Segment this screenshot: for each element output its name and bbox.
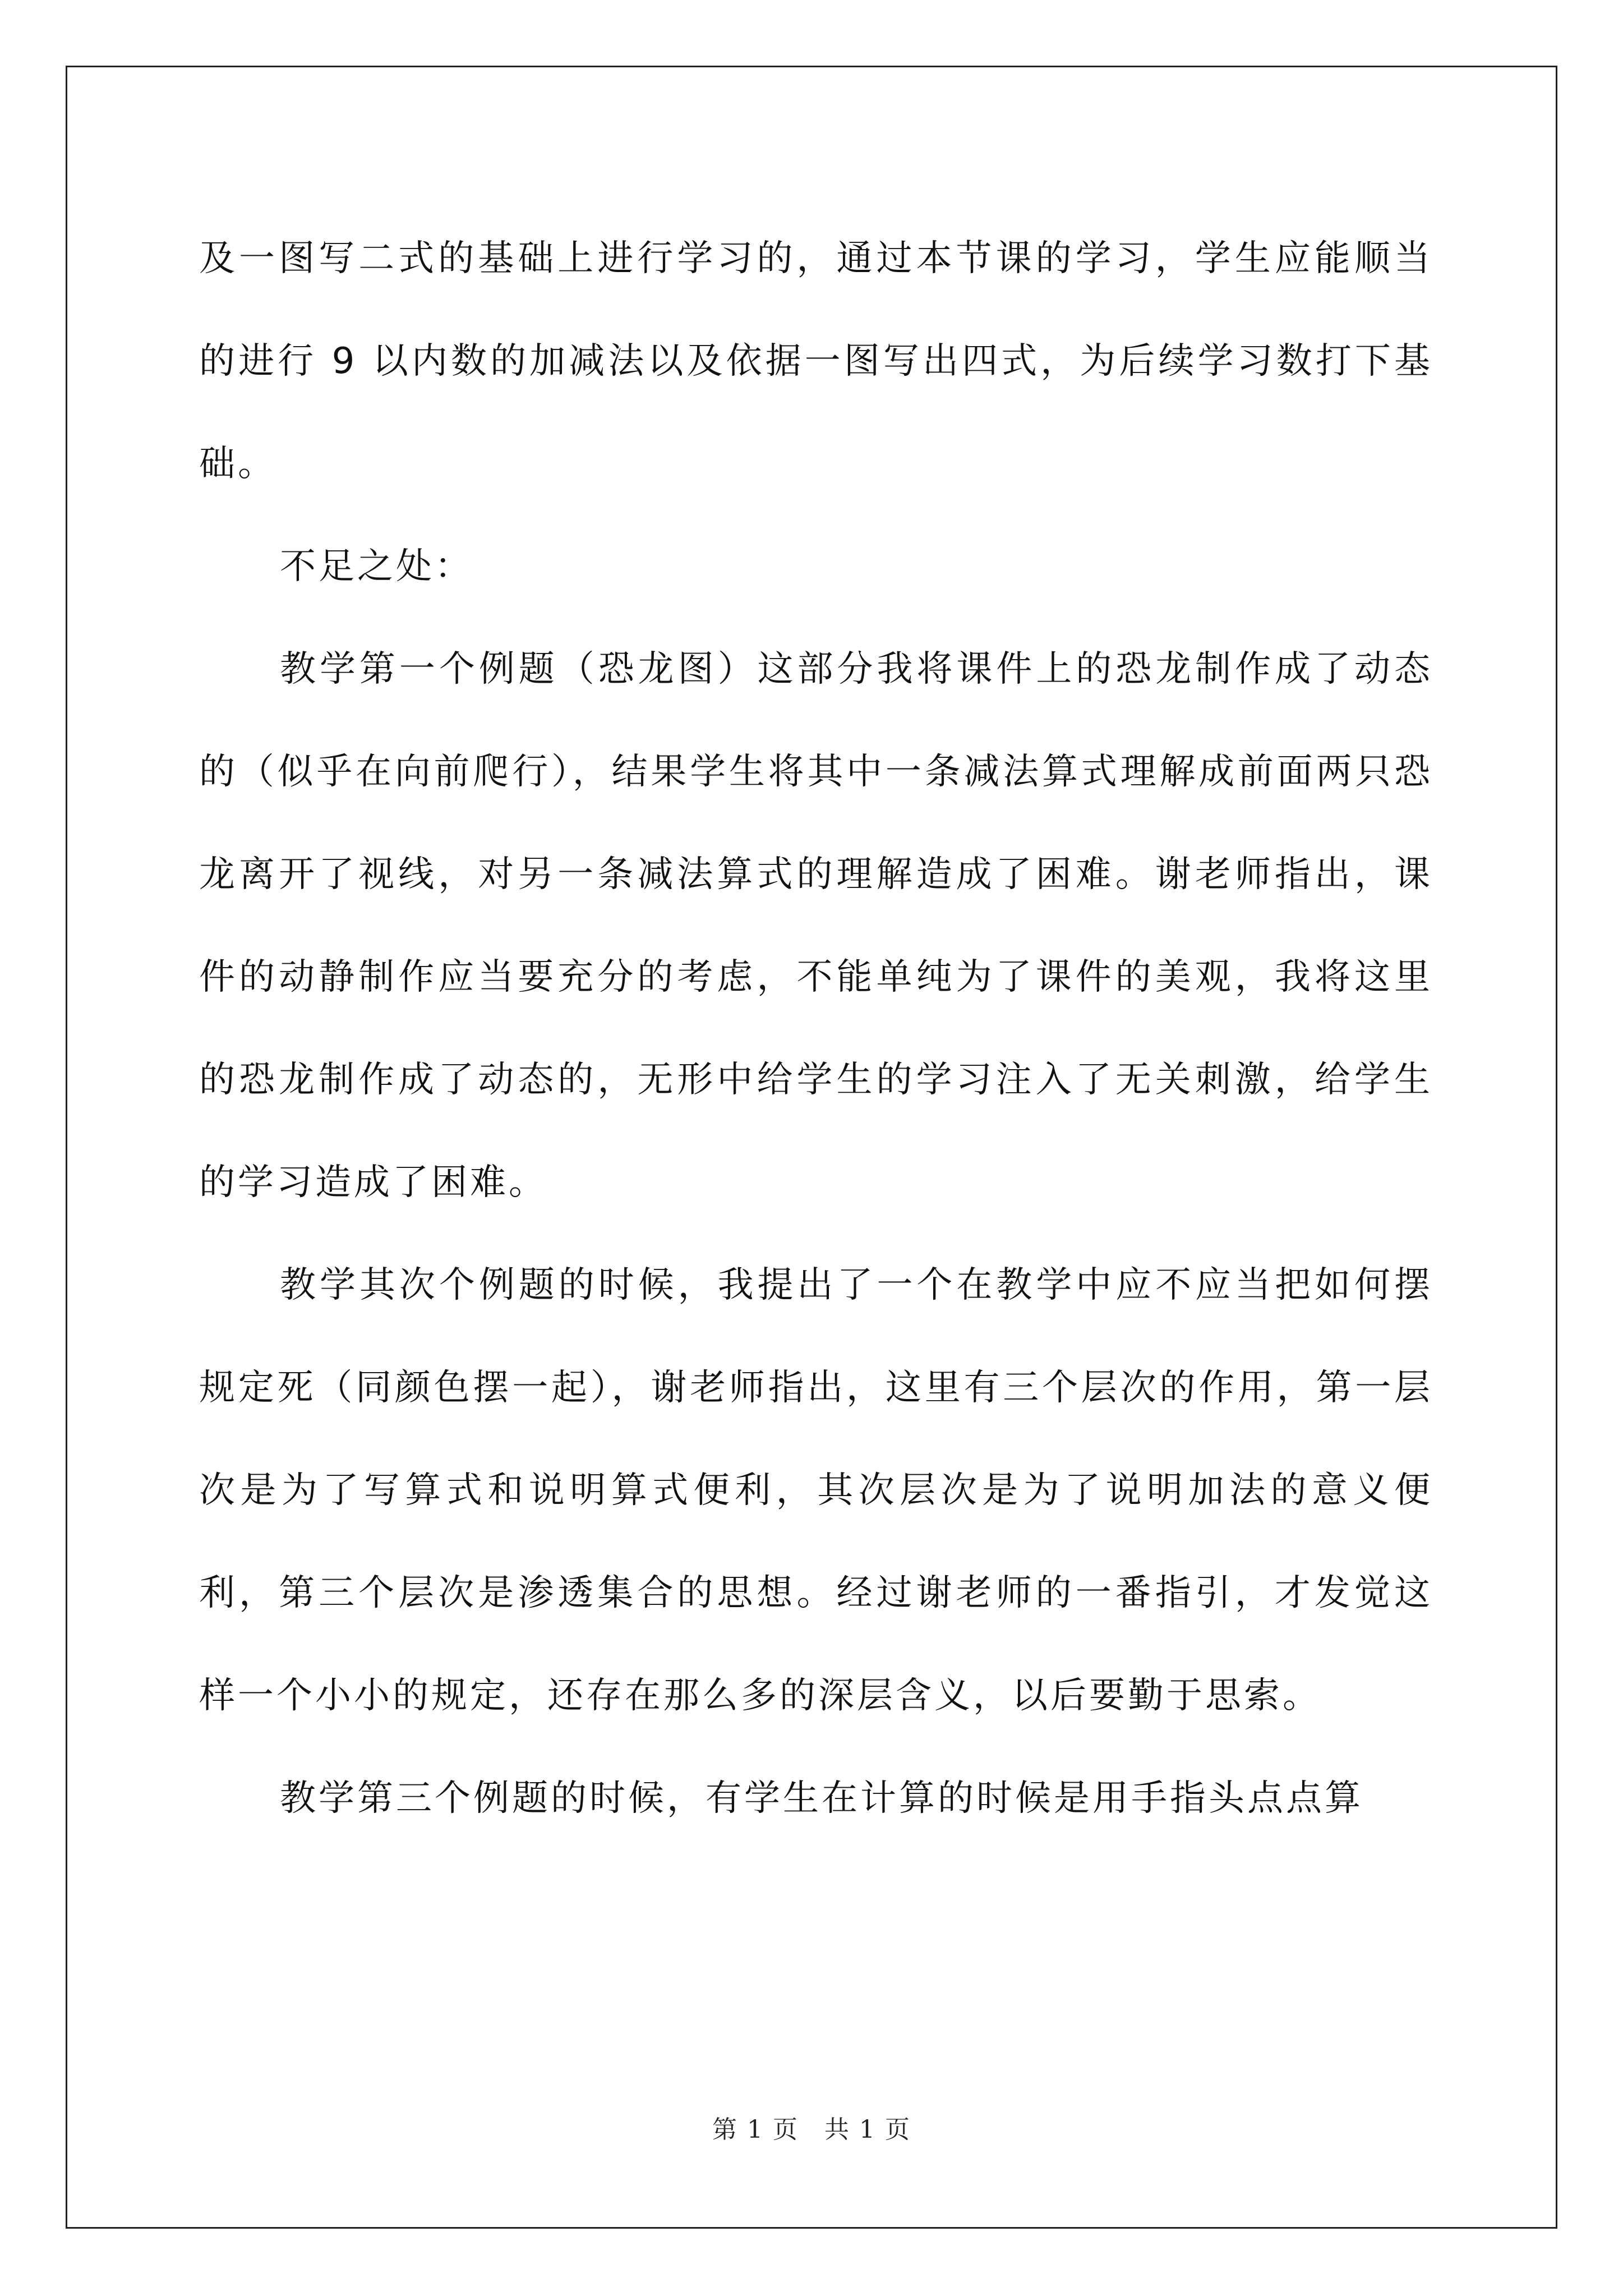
paragraph-shortcomings-heading: 不足之处： xyxy=(280,546,473,587)
paragraph-example-one: 教学第一个例题（恐龙图）这部分我将课件上的恐龙制作成了动态的（似乎在向前爬行），结果学生将其中一条减法算式理解成前面两只恐龙离开了视线，对另一条减法算式的理解造成了困难。谢老师指出，课件的动静制作应当要充分的考虑，不能单纯为了课件的美观，我将这里的恐龙制作成了动态的，无形中给学生的学习注入了无关刺激，给学生的学习造成了困难。 xyxy=(199,648,1433,1203)
paragraph-intro-continuation: 及一图写二式的基础上进行学习的，通过本节课的学习，学生应能顺当的进行 9 以内数的加减法以及依据一图写出四式，为后续学习数打下基础。 xyxy=(199,238,1433,485)
paragraph-example-three: 教学第三个例题的时候，有学生在计算的时候是用手指头点点算 xyxy=(280,1778,1363,1819)
document-body xyxy=(199,208,1433,1850)
paragraph-example-two: 教学其次个例题的时候，我提出了一个在教学中应不应当把如何摆规定死（同颜色摆一起），谢老师指出，这里有三个层次的作用，第一层次是为了写算式和说明算式便利，其次层次是为了说明加法的意义便利，第三个层次是渗透集合的思想。经过谢老师的一番指引，才发觉这样一个小小的规定，还存在那么多的深层含义，以后要勤于思索。 xyxy=(199,1264,1433,1717)
page-footer: 第 1 页 共 1 页 xyxy=(712,2115,911,2144)
